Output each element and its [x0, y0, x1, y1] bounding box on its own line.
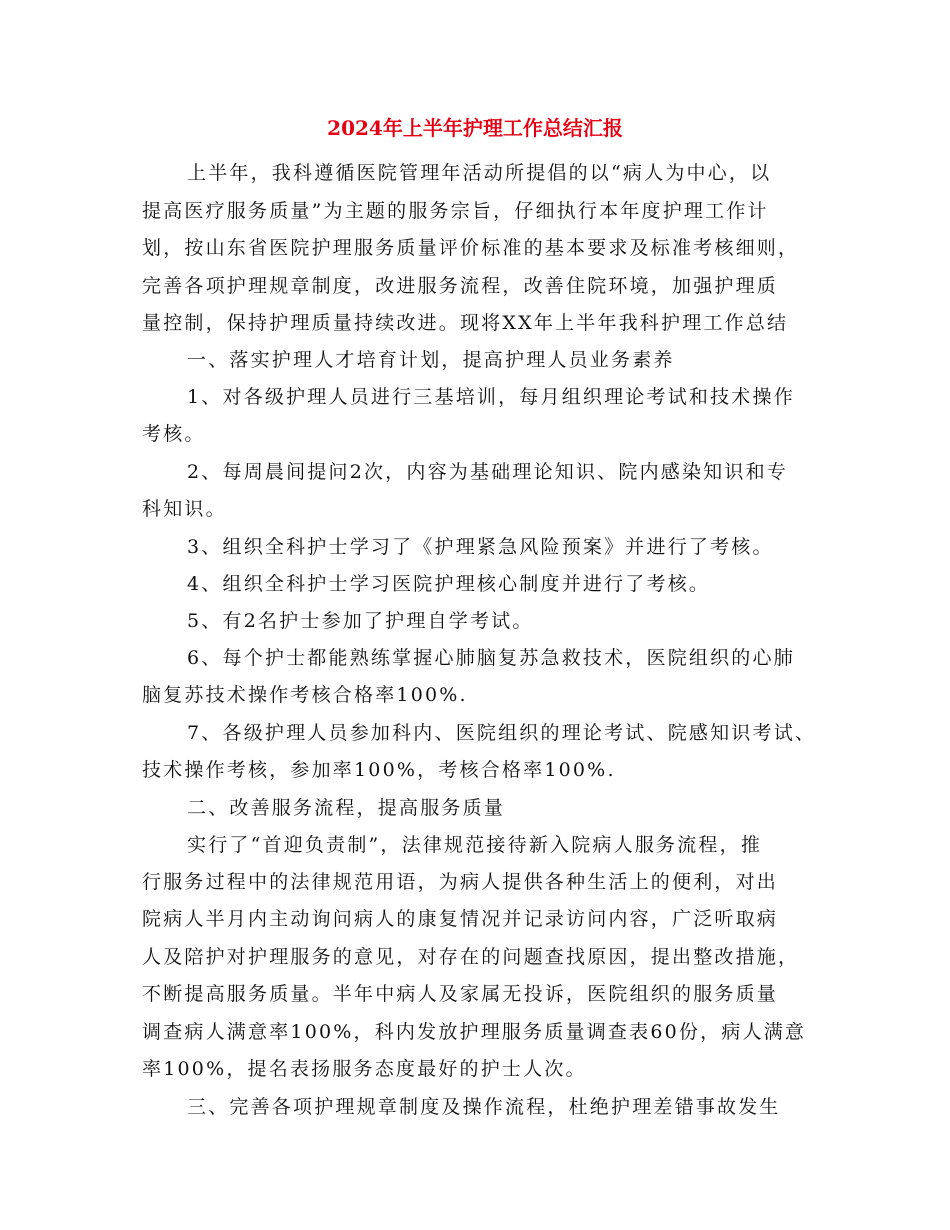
- list-item: 1、对各级护理人员进行三基培训，每月组织理论考试和技术操作: [187, 386, 795, 408]
- section-heading-2: 二、改善服务流程，提高服务质量: [187, 797, 506, 819]
- list-item: 3、组织全科护士学习了《护理紧急风险预案》并进行了考核。: [187, 536, 774, 558]
- paragraph-line: 调查病人满意率100%，科内发放护理服务质量调查表60份，病人满意: [142, 1021, 807, 1043]
- document-title: 2024年上半年护理工作总结汇报: [327, 116, 623, 140]
- paragraph-line: 上半年，我科遵循医院管理年活动所提倡的以“病人为中心，以: [187, 162, 772, 184]
- paragraph-line: 率100%，提名表扬服务态度最好的护士人次。: [142, 1058, 587, 1080]
- paragraph-line: 实行了“首迎负责制”，法律规范接待新入院病人服务流程，推: [187, 834, 763, 856]
- list-item: 5、有2名护士参加了护理自学考试。: [187, 610, 534, 632]
- list-item: 6、每个护士都能熟练掌握心肺脑复苏急救技术，医院组织的心肺: [187, 647, 795, 669]
- paragraph-line: 提高医疗服务质量”为主题的服务宗旨，仔细执行本年度护理工作计: [142, 200, 769, 222]
- paragraph-line: 完善各项护理规章制度，改进服务流程，改善住院环境，加强护理质: [142, 275, 779, 297]
- paragraph-line: 院病人半月内主动询问病人的康复情况并记录访问内容，广泛听取病: [142, 908, 779, 930]
- list-item-continuation: 科知识。: [142, 498, 227, 520]
- list-item-continuation: 技术操作考核，参加率100%，考核合格率100%.: [142, 759, 616, 781]
- section-heading-3: 三、完善各项护理规章制度及操作流程，杜绝护理差错事故发生: [187, 1096, 781, 1118]
- paragraph-line: 不断提高服务质量。半年中病人及家属无投诉，医院组织的服务质量: [142, 983, 779, 1005]
- paragraph-line: 划，按山东省医院护理服务质量评价标准的基本要求及标准考核细则，: [142, 237, 800, 259]
- list-item: 2、每周晨间提问2次，内容为基础理论知识、院内感染知识和专: [187, 461, 788, 483]
- list-item: 7、各级护理人员参加科内、医院组织的理论考试、院感知识考试、: [187, 722, 817, 744]
- section-heading-1: 一、落实护理人才培育计划，提高护理人员业务素养: [187, 349, 675, 371]
- list-item-continuation: 脑复苏技术操作考核合格率100%.: [142, 684, 468, 706]
- paragraph-line: 行服务过程中的法律规范用语，为病人提供各种生活上的便利，对出: [142, 871, 779, 893]
- paragraph-line: 人及陪护对护理服务的意见，对存在的问题查找原因，提出整改措施，: [142, 946, 800, 968]
- list-item-continuation: 考核。: [142, 423, 206, 445]
- paragraph-line: 量控制，保持护理质量持续改进。现将XX年上半年我科护理工作总结: [142, 312, 789, 334]
- list-item: 4、组织全科护士学习医院护理核心制度并进行了考核。: [187, 573, 711, 595]
